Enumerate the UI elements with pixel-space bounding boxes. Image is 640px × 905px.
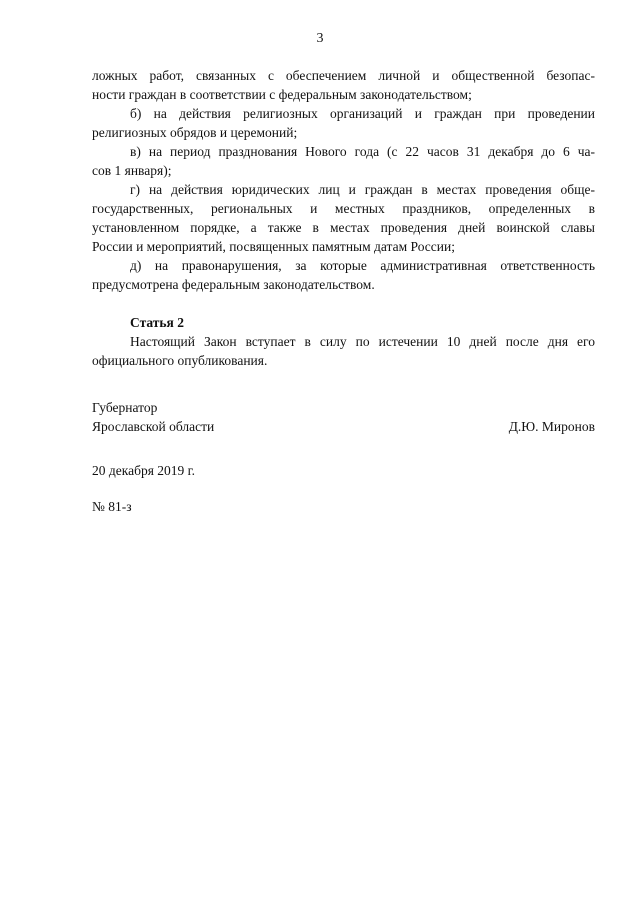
article-heading: Статья 2 [130, 315, 184, 330]
article-text-line: Настоящий Закон вступает в силу по истечении 10 дней после дня его [130, 334, 595, 349]
body-line: установленном порядке, а также в местах проведения дней воинской славы [92, 220, 595, 235]
body-line: ложных работ, связанных с обеспечением личной и общественной безопас- [92, 68, 595, 83]
body-line: религиозных обрядов и церемоний; [92, 125, 298, 140]
signature-block [92, 398, 595, 436]
signatory-title-line2: Ярославской области [92, 419, 215, 434]
signatory-name: Д.Ю. Миронов [508, 419, 595, 434]
clause-b-line: б) на действия религиозных организаций и граждан при проведении [130, 106, 595, 121]
body-line: России и мероприятий, посвященных памятным датам России; [92, 239, 455, 254]
article-text-line: официального опубликования. [92, 353, 268, 368]
body-line: ности граждан в соответствии с федеральным законодательством; [92, 87, 472, 102]
clause-d-line: д) на правонарушения, за которые административная ответственность [130, 258, 595, 273]
body-line: сов 1 января); [92, 163, 172, 178]
paragraph-gap [92, 294, 595, 313]
document-number: № 81-з [92, 499, 132, 514]
clause-g-line: г) на действия юридических лиц и граждан в местах проведения обще- [130, 182, 595, 197]
law-body-text [92, 66, 595, 370]
page-number: 3 [316, 31, 324, 46]
body-line: предусмотрена федеральным законодательством. [92, 277, 375, 292]
body-line: государственных, региональных и местных праздников, определенных в [92, 201, 595, 216]
clause-v-line: в) на период празднования Нового года (с 22 часов 31 декабря до 6 ча- [130, 144, 595, 159]
signatory-title-line1: Губернатор [92, 400, 158, 415]
document-date: 20 декабря 2019 г. [92, 463, 196, 478]
